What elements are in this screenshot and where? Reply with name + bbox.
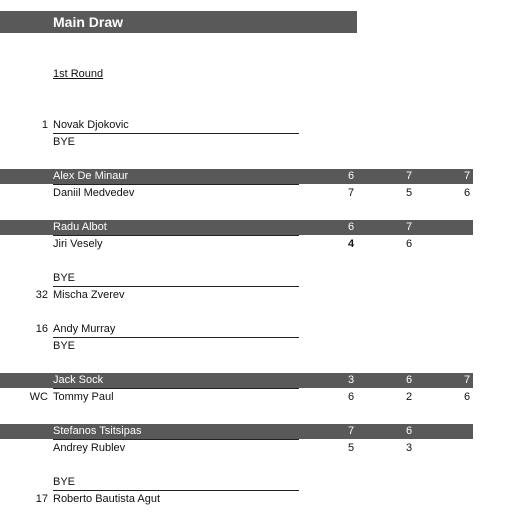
player-row	[0, 339, 473, 354]
bracket-line	[53, 286, 299, 287]
player-name: BYE	[53, 340, 76, 352]
set-score-2: 6	[405, 425, 413, 437]
set-score-3: 6	[463, 391, 471, 403]
bracket-line	[53, 133, 299, 134]
player-name: Mischa Zverev	[53, 289, 125, 301]
player-row	[0, 441, 473, 456]
player-seed: 32	[35, 289, 48, 301]
bracket-line	[53, 388, 299, 389]
player-row	[0, 475, 473, 490]
player-name: Andrey Rublev	[53, 442, 126, 454]
draw-title: Main Draw	[53, 14, 124, 30]
set-score-3: 7	[463, 170, 471, 182]
set-score-1: 3	[347, 374, 355, 386]
player-row	[0, 220, 473, 235]
set-score-2: 5	[405, 187, 413, 199]
bracket-line	[53, 439, 299, 440]
set-score-1: 5	[347, 442, 355, 454]
player-name: Daniil Medvedev	[53, 187, 135, 199]
bracket-line	[53, 490, 299, 491]
bracket-line	[53, 184, 299, 185]
player-row	[0, 390, 473, 405]
player-row	[0, 237, 473, 252]
set-score-2: 2	[405, 391, 413, 403]
player-name: Andy Murray	[53, 323, 116, 335]
set-score-1: 4	[347, 238, 355, 250]
set-score-1: 6	[347, 391, 355, 403]
player-name: BYE	[53, 272, 76, 284]
set-score-2: 7	[405, 221, 413, 233]
set-score-1: 7	[347, 425, 355, 437]
player-seed: 17	[35, 493, 48, 505]
player-row	[0, 373, 473, 388]
set-score-3: 7	[463, 374, 471, 386]
bracket-line	[53, 337, 299, 338]
set-score-2: 3	[405, 442, 413, 454]
player-row	[0, 186, 473, 201]
player-name: Stefanos Tsitsipas	[53, 425, 142, 437]
bracket-line	[53, 235, 299, 236]
player-seed: 1	[41, 119, 48, 131]
player-row	[0, 271, 473, 286]
player-name: Novak Djokovic	[53, 119, 129, 131]
player-name: Jiri Vesely	[53, 238, 103, 250]
set-score-2: 7	[405, 170, 413, 182]
player-row	[0, 492, 473, 507]
player-name: Tommy Paul	[53, 391, 114, 403]
player-name: Alex De Minaur	[53, 170, 129, 182]
set-score-2: 6	[405, 374, 413, 386]
player-name: Roberto Bautista Agut	[53, 493, 161, 505]
set-score-3: 6	[463, 187, 471, 199]
set-score-1: 6	[347, 170, 355, 182]
player-row	[0, 424, 473, 439]
player-row	[0, 135, 473, 150]
player-row	[0, 322, 473, 337]
set-score-2: 6	[405, 238, 413, 250]
player-name: BYE	[53, 476, 76, 488]
set-score-1: 6	[347, 221, 355, 233]
player-name: Radu Albot	[53, 221, 107, 233]
player-row	[0, 118, 473, 133]
set-score-1: 7	[347, 187, 355, 199]
player-row	[0, 288, 473, 303]
player-seed: WC	[29, 391, 48, 403]
player-seed: 16	[35, 323, 48, 335]
round-label: 1st Round	[53, 68, 104, 80]
player-name: BYE	[53, 136, 76, 148]
draw-title-bar	[0, 11, 357, 33]
player-name: Jack Sock	[53, 374, 104, 386]
player-row	[0, 169, 473, 184]
